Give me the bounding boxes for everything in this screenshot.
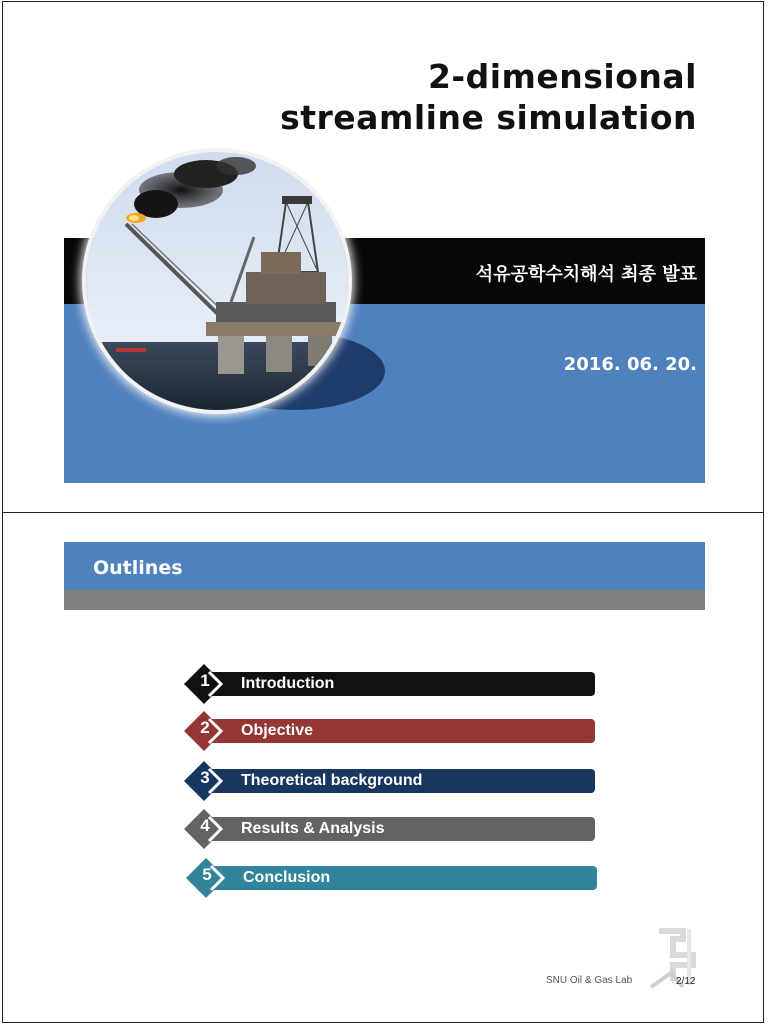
- outline-item-label: Introduction: [241, 675, 335, 692]
- outline-number: 2: [200, 718, 210, 737]
- outline-heading: Outlines: [93, 557, 183, 579]
- presentation-date: 2016. 06. 20.: [563, 354, 697, 375]
- outline-item-theoretical-background[interactable]: [183, 760, 599, 800]
- page-number: 2/12: [676, 976, 696, 987]
- outline-item-introduction[interactable]: [183, 663, 599, 703]
- outline-number-badge: [183, 663, 225, 705]
- footer-lab-name: SNU Oil & Gas Lab: [546, 975, 633, 986]
- title-line-1: 2-dimensional: [427, 57, 697, 96]
- outline-number: 5: [202, 865, 212, 884]
- outline-item-objective[interactable]: [183, 710, 599, 750]
- slide-subtitle: 석유공학수치해석 최종 발표: [475, 264, 697, 285]
- title-line-2: streamline simulation: [280, 98, 697, 137]
- outline-item-label: Theoretical background: [241, 772, 423, 789]
- outline-number-badge: [183, 710, 225, 752]
- outline-number-badge: [185, 857, 227, 899]
- outline-number: 1: [200, 671, 210, 690]
- outline-number-badge: [183, 808, 225, 850]
- outline-item-results-analysis[interactable]: [183, 808, 599, 848]
- outline-number: 4: [200, 816, 210, 835]
- outline-item-label: Objective: [241, 722, 314, 739]
- outline-item-conclusion[interactable]: [185, 857, 601, 897]
- title-slide: [2, 1, 764, 513]
- outline-item-label: Results & Analysis: [241, 820, 385, 837]
- outline-number: 3: [200, 768, 210, 787]
- outline-header-stripe: [64, 590, 705, 610]
- outline-item-label: Conclusion: [243, 869, 331, 886]
- outline-slide: [2, 512, 764, 1023]
- slide-title: [280, 56, 697, 138]
- offshore-platform-image: [86, 152, 348, 410]
- outline-number-badge: [183, 760, 225, 802]
